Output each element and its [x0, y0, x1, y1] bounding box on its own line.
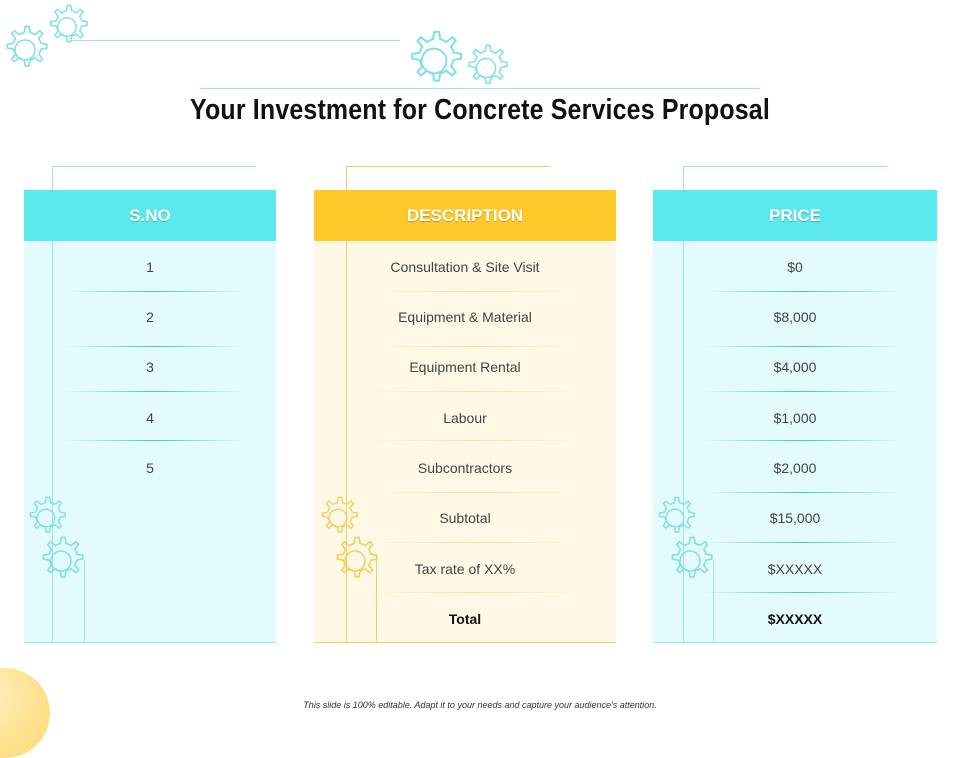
page-title: Your Investment for Concrete Services Proposal [190, 94, 770, 126]
table-cell-total: Total [448, 611, 482, 627]
bracket-top [52, 166, 256, 167]
sno-header: S.NO [24, 190, 276, 241]
price-header: PRICE [653, 190, 937, 241]
table-cell: Equipment Rental [409, 359, 521, 375]
row-separator [703, 440, 903, 441]
bracket-left [346, 166, 347, 190]
table-cell: $1,000 [773, 410, 817, 426]
sno-column [24, 190, 276, 643]
bottom-line [653, 642, 937, 643]
gear-icon [330, 536, 380, 586]
bracket-left [683, 166, 684, 190]
table-cell: Subcontractors [417, 460, 513, 476]
gear-icon [0, 20, 50, 80]
bracket-left [52, 166, 53, 190]
gear-icon [653, 496, 697, 540]
row-separator [703, 592, 903, 593]
row-separator [364, 592, 584, 593]
gear-icon [403, 30, 465, 92]
bracket-top [346, 166, 550, 167]
gear-icon [316, 496, 360, 540]
footer-note: This slide is 100% editable. Adapt it to your needs and capture your audience's attention. [303, 700, 657, 710]
row-separator [703, 542, 903, 543]
description-header: DESCRIPTION [314, 190, 616, 241]
table-cell: 2 [146, 309, 154, 325]
gear-icon [462, 44, 510, 92]
bottom-line [24, 642, 276, 643]
table-cell: $15,000 [769, 510, 821, 526]
gear-icon [24, 496, 68, 540]
corner-decoration [0, 668, 50, 758]
gear-icon [44, 0, 90, 54]
bracket-top [683, 166, 887, 167]
row-separator [364, 391, 584, 392]
table-cell: Subtotal [439, 510, 491, 526]
table-cell: 3 [146, 359, 154, 375]
table-cell: Labour [443, 410, 487, 426]
row-separator [64, 391, 244, 392]
table-cell: Consultation & Site Visit [390, 259, 540, 275]
table-cell: 4 [146, 410, 154, 426]
table-cell: $4,000 [773, 359, 817, 375]
top-decor-line-1 [70, 40, 400, 41]
price-column [653, 190, 937, 643]
table-cell: Equipment & Material [398, 309, 532, 325]
table-cell: $XXXXX [767, 561, 823, 577]
row-separator [703, 391, 903, 392]
row-separator [64, 440, 244, 441]
table-cell: $0 [787, 259, 803, 275]
gear-icon [665, 536, 715, 586]
row-separator [364, 440, 584, 441]
table-cell: 5 [146, 460, 154, 476]
table-cell: Tax rate of XX% [414, 561, 516, 577]
table-cell: $2,000 [773, 460, 817, 476]
row-separator [364, 542, 584, 543]
bottom-line [314, 642, 616, 643]
table-cell-total: $XXXXX [767, 611, 823, 627]
gear-icon [36, 536, 86, 586]
table-cell: 1 [146, 259, 154, 275]
description-column [314, 190, 616, 643]
table-cell: $8,000 [773, 309, 817, 325]
